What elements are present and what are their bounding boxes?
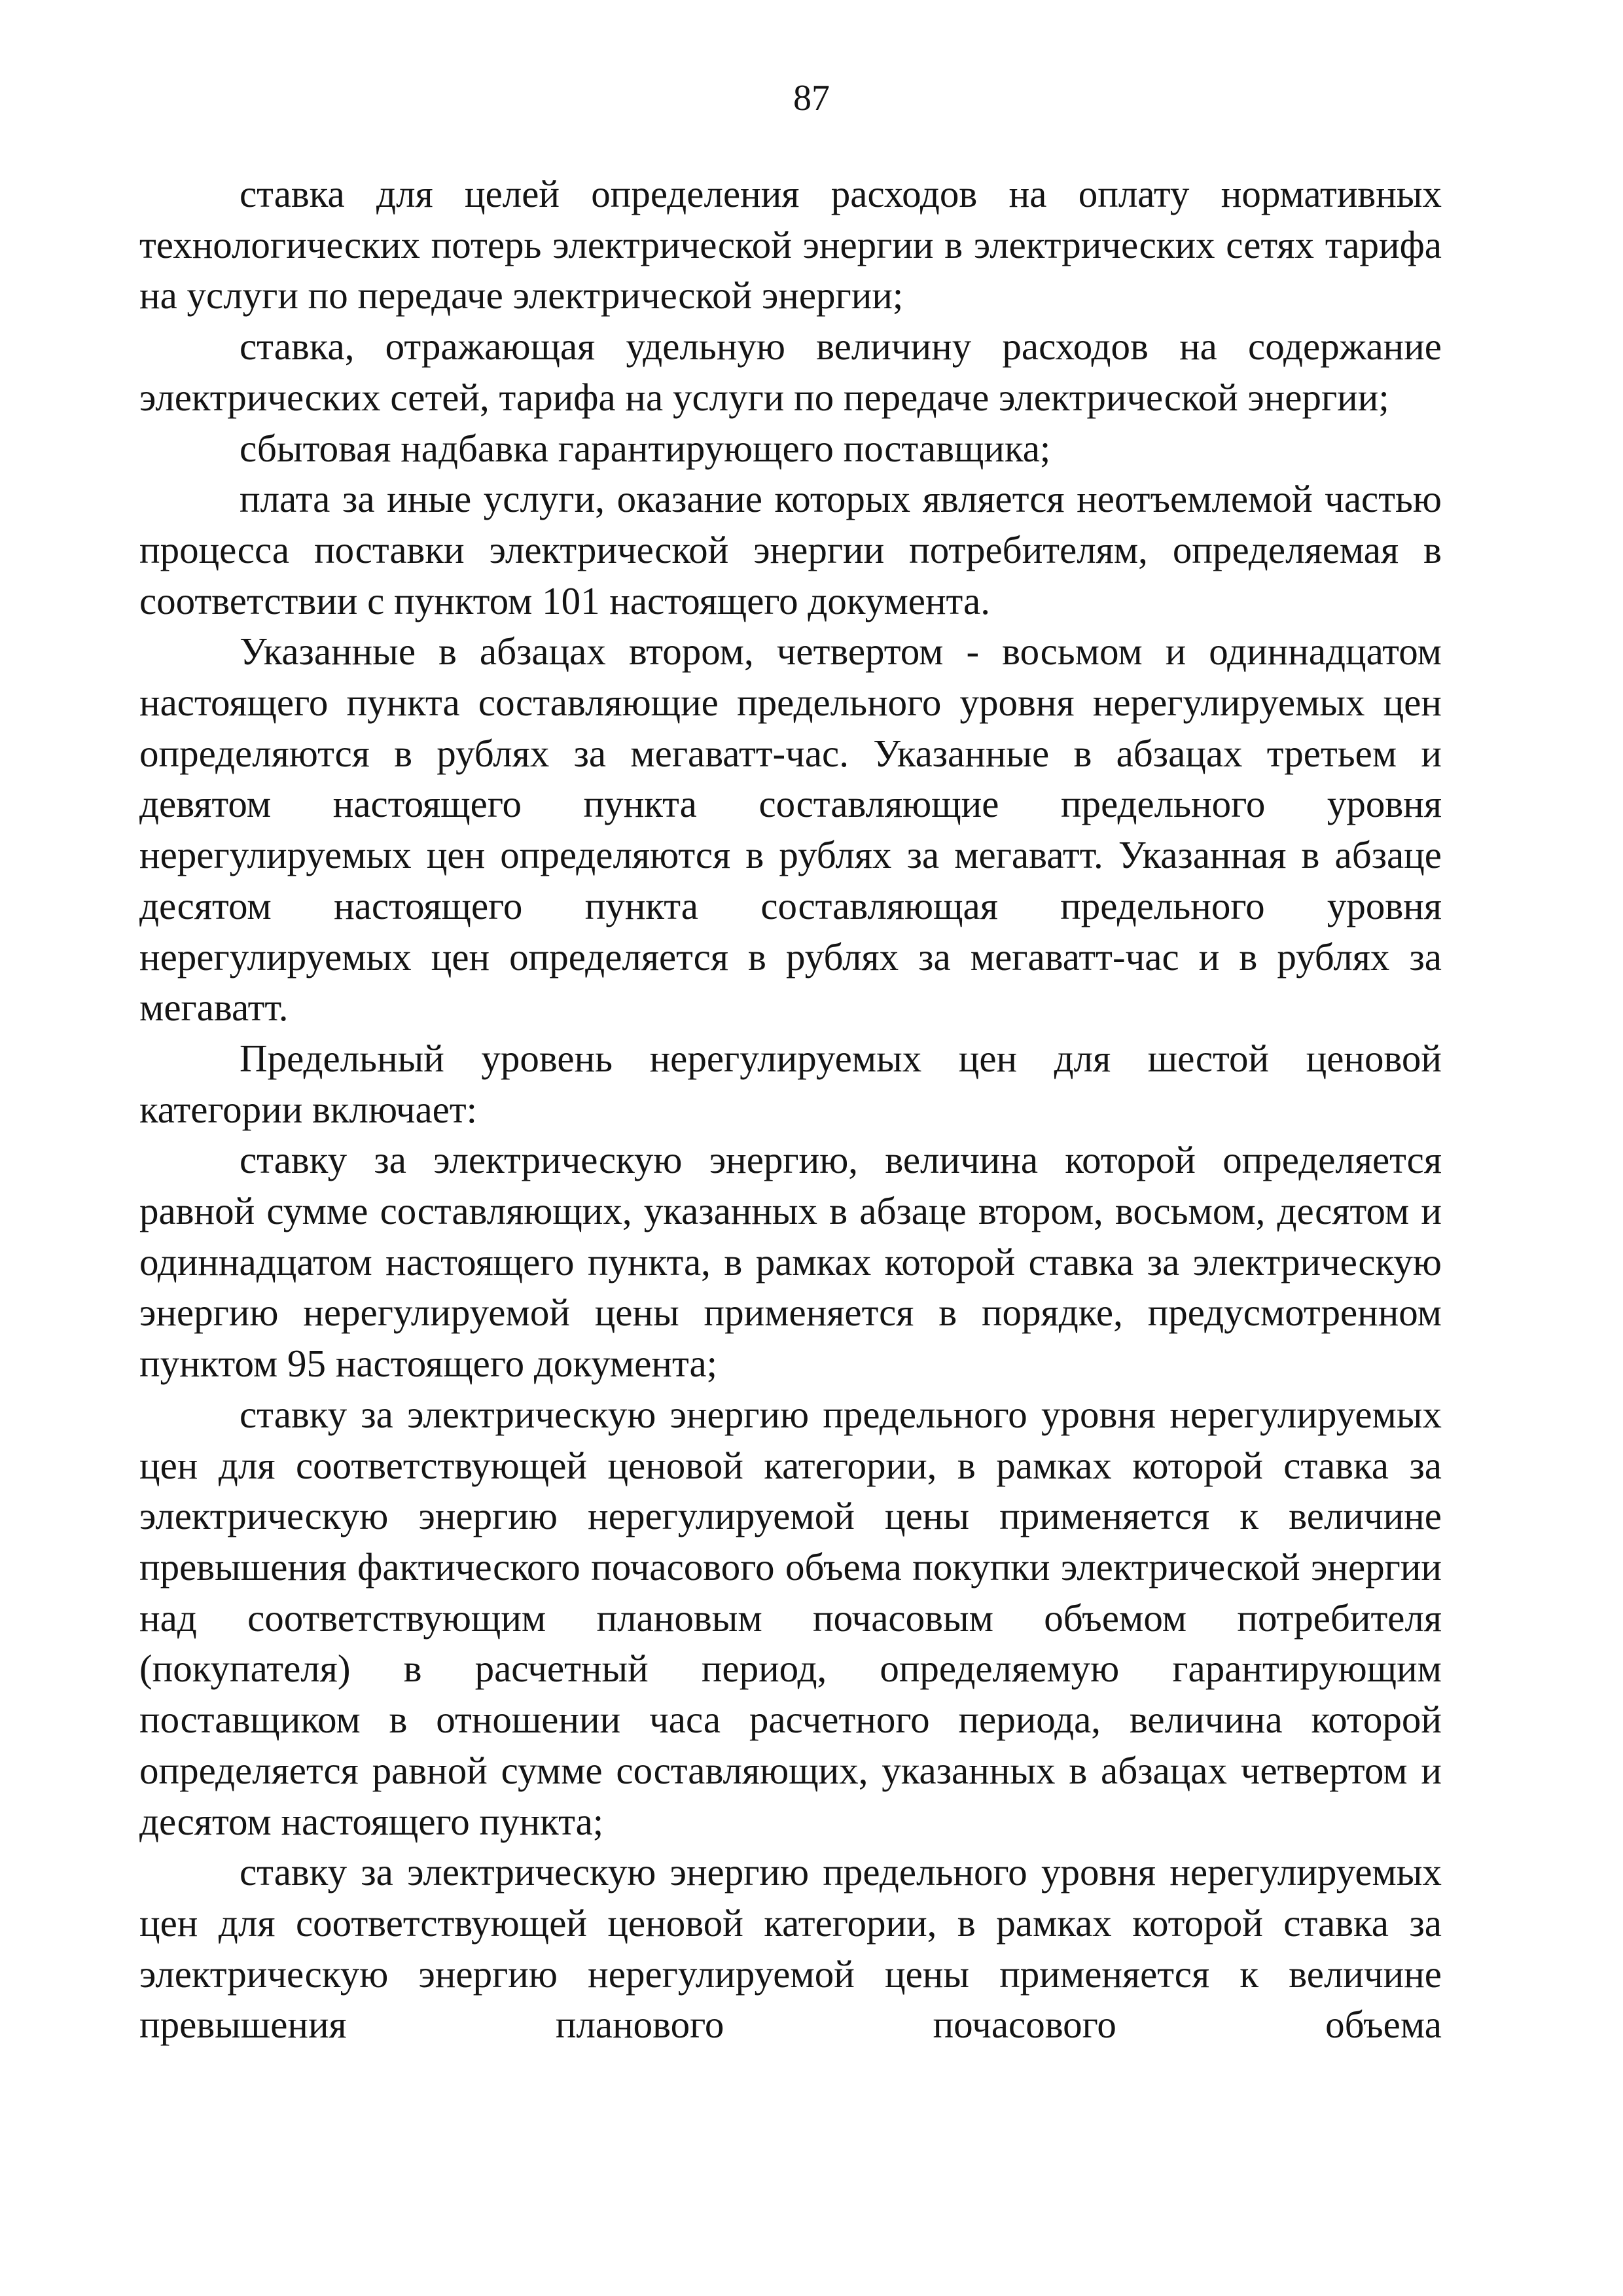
- paragraph: плата за иные услуги, оказание которых является неотъемлемой частью процесса поставки электрической энергии потребителям, определяемая в соответствии с пунктом 101 настоящего документа.: [139, 477, 1442, 622]
- page-number: 87: [793, 78, 830, 118]
- paragraph: ставка для целей определения расходов на оплату нормативных технологических потерь электрической энергии в электрических сетях тарифа на услуги по передаче электрической энергии;: [139, 172, 1442, 317]
- paragraph-last: ставку за электрическую энергию предельного уровня нерегулируемых цен для соответствующей ценовой категории, в рамках которой ставка за электрическую энергию нерегулируемой цены применяется к величине превышения планового почасового объема: [139, 1850, 1442, 2047]
- paragraph: ставку за электрическую энергию предельного уровня нерегулируемых цен для соответствующей ценовой категории, в рамках которой ставка за электрическую энергию нерегулируемой цены применяется к величине превышения фактического почасового объема покупки электрической энергии над соответствующим плановым почасовым объемом потребителя (покупателя) в расчетный период, определяемую гарантирующим поставщиком в отношении часа расчетного периода, величина которой определяется равной сумме составляющих, указанных в абзацах четвертом и десятом настоящего пункта;: [139, 1392, 1442, 1843]
- document-body: [139, 169, 1442, 2051]
- paragraph: ставка, отражающая удельную величину расходов на содержание электрических сетей, тарифа на услуги по передаче электрической энергии;: [139, 325, 1442, 419]
- paragraph: Предельный уровень нерегулируемых цен для шестой ценовой категории включает:: [139, 1036, 1442, 1131]
- paragraph: сбытовая надбавка гарантирующего поставщика;: [240, 426, 1051, 470]
- paragraph: Указанные в абзацах втором, четвертом - восьмом и одиннадцатом настоящего пункта составляющие предельного уровня нерегулируемых цен определяются в рублях за мегаватт-час. Указанные в абзацах третьем и девятом настоящего пункта составляющие предельного уровня нерегулируемых цен определяются в рублях за мегаватт. Указанная в абзаце десятом настоящего пункта составляющая предельного уровня нерегулируемых цен определяется в рублях за мегаватт-час и в рублях за мегаватт.: [139, 630, 1442, 1030]
- paragraph: ставку за электрическую энергию, величина которой определяется равной сумме составляющих, указанных в абзаце втором, восьмом, десятом и одиннадцатом настоящего пункта, в рамках которой ставка за электрическую энергию нерегулируемой цены применяется в порядке, предусмотренном пунктом 95 настоящего документа;: [139, 1138, 1442, 1386]
